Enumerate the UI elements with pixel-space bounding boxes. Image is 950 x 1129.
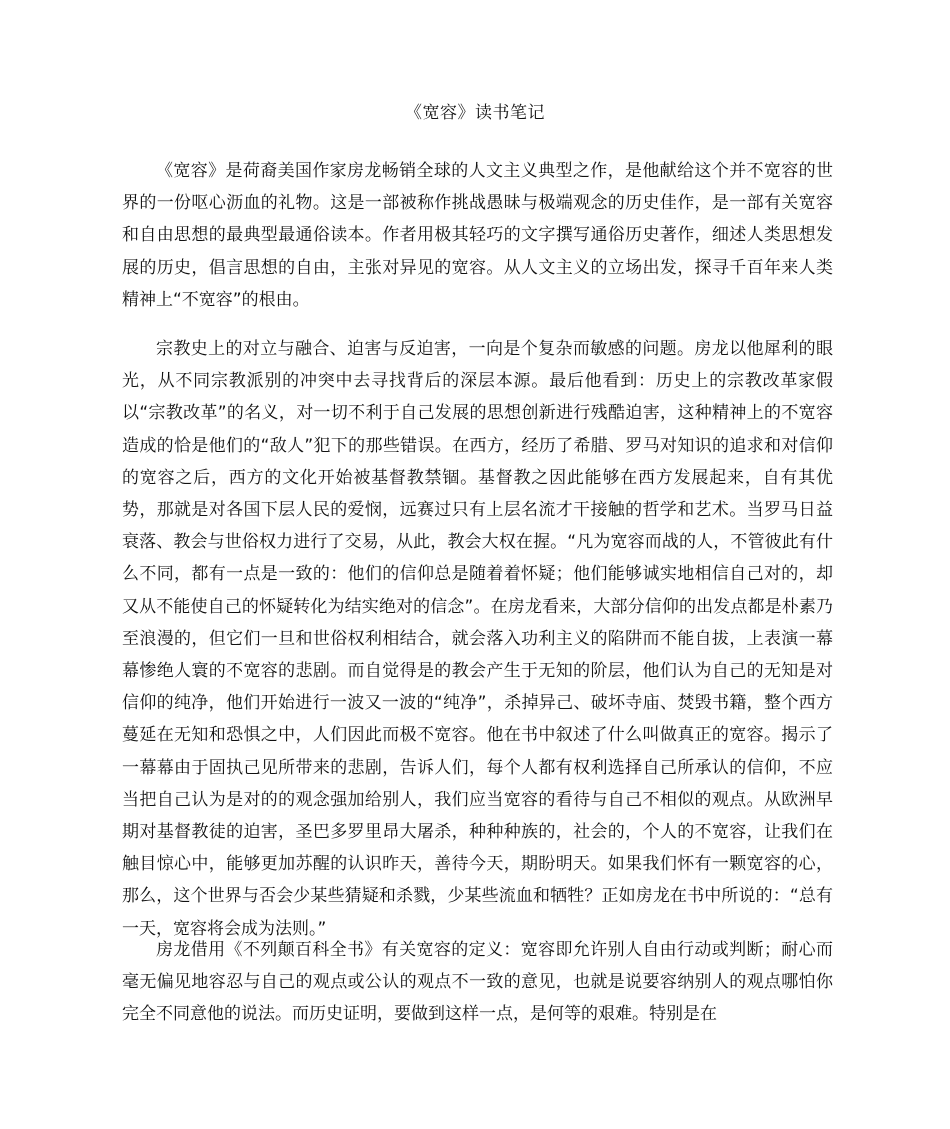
paragraph-2: 宗教史上的对立与融合、迫害与反迫害，一向是个复杂而敏感的问题。房龙以他犀利的眼光，从不同宗教派别的冲突中去寻找背后的深层本源。最后他看到：历史上的宗教改革家假以“宗教改革”的名义，对一切不利于自己发展的思想创新进行残酷迫害，这种精神上的不宽容造成的恰是他们的“敌人”犯下的那些错误。在西方，经历了希腊、罗马对知识的追求和对信仰的宽容之后，西方的文化开始被基督教禁锢。基督教之因此能够在西方发展起来，自有其优势，那就是对各国下层人民的爱悯，远赛过只有上层名流才干接触的哲学和艺术。当罗马日益衰落、教会与世俗权力进行了交易，从此，教会大权在握。“凡为宽容而战的人，不管彼此有什么不同，都有一点是一致的：他们的信仰总是随着着怀疑；他们能够诚实地相信自己对的，却又从不能使自己的怀疑转化为结实绝对的信念”。在房龙看来，大部分信仰的出发点都是朴素乃至浪漫的，但它们一旦和世俗权利相结合，就会落入功利主义的陷阱而不能自拔，上表演一幕幕惨绝人寰的不宽容的悲剧。而自觉得是的教会产生于无知的阶层，他们认为自己的无知是对信仰的纯净，他们开始进行一波又一波的“纯净”，杀掉异己、破坏寺庙、焚毁书籍，整个西方蔓延在无知和恐惧之中，人们因此而极不宽容。他在书中叙述了什么叫做真正的宽容。揭示了一幕幕由于固执己见所带来的悲剧，告诉人们，每个人都有权利选择自己所承认的信仰，不应当把自己认为是对的的观念强加给别人，我们应当宽容的看待与自己不相似的观点。从欧洲早期对基督教徒的迫害，圣巴多罗里昂大屠杀，种种种族的，社会的，个人的不宽容，让我们在触目惊心中，能够更加苏醒的认识昨天，善待今天，期盼明天。如果我们怀有一颗宽容的心，那么，这个世界与否会少某些猜疑和杀戮，少某些流血和牺牲？正如房龙在书中所说的：“总有一天，宽容将会成为法则。” [122,339,833,939]
paragraph-3: 房龙借用《不列颠百科全书》有关宽容的定义：宽容即允许别人自由行动或判断；耐心而毫无偏见地容忍与自己的观点或公认的观点不一致的意见，也就是说要容纳别人的观点哪怕你完全不同意他的说法。而历史证明，要做到这样一点，是何等的艰难。特别是在 [122,940,833,1025]
document-title: 《宽容》读书笔记 [405,103,545,123]
paragraph-1: 《宽容》是荷裔美国作家房龙畅销全球的人文主义典型之作，是他献给这个并不宽容的世界的一份呕心沥血的礼物。这是一部被称作挑战愚昧与极端观念的历史佳作，是一部有关宽容和自由思想的最典型最通俗读本。作者用极其轻巧的文字撰写通俗历史著作，细述人类思想发展的历史，倡言思想的自由，主张对异见的宽容。从人文主义的立场出发，探寻千百年来人类精神上“不宽容”的根由。 [122,161,833,310]
